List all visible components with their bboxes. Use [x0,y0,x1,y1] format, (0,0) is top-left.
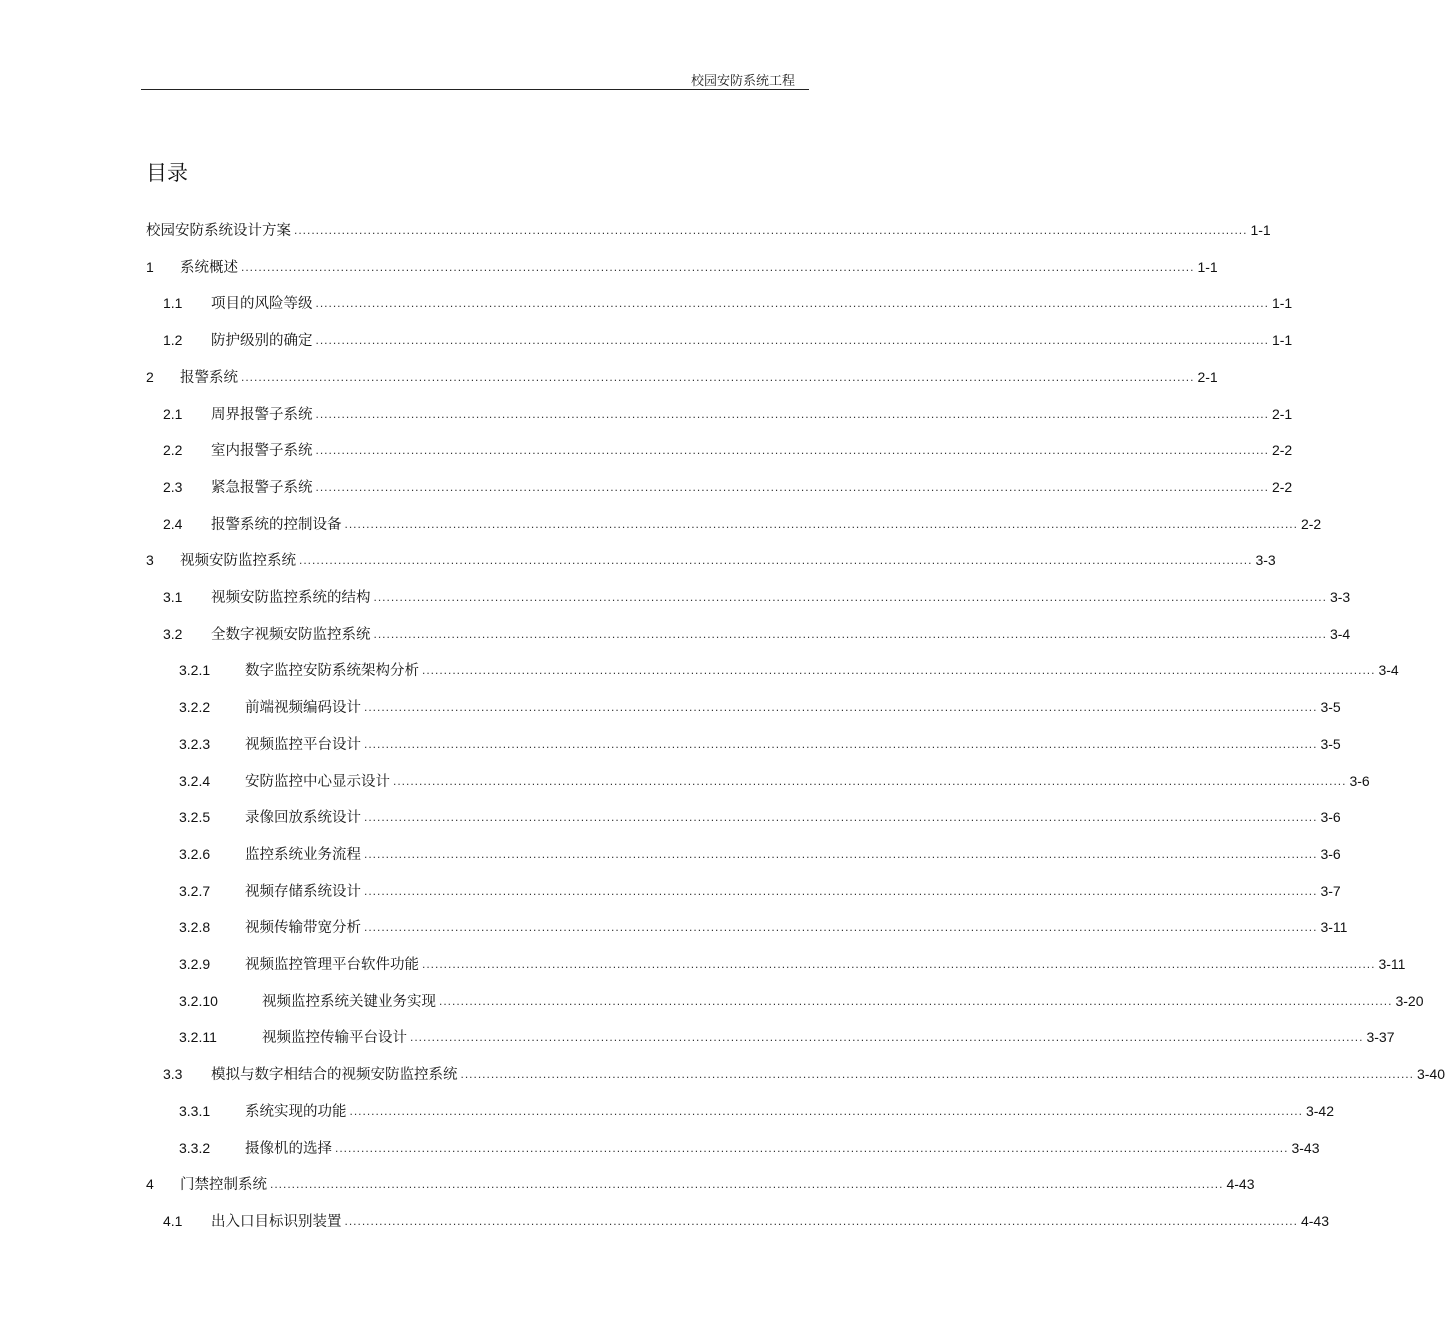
toc-entry-title: 系统概述 [180,259,238,276]
toc-entry-number: 2.1 [163,405,183,422]
toc-entry-number: 3.3.2 [179,1139,211,1156]
toc-entry-page: 3-6 [1320,845,1341,862]
toc-entry-title: 视频安防监控系统的结构 [211,590,371,606]
toc-entry-title: 室内报警子系统 [211,443,313,460]
toc-entry[interactable] [146,218,1271,242]
toc-dot-leader: ............................................................................................................................................................................................................................ [335,1140,1289,1155]
toc-entry-page: 2-2 [1300,515,1322,532]
toc-entry[interactable] [146,1172,1255,1196]
toc-entry[interactable] [146,365,1218,389]
toc-entry-number: 3.2.10 [179,992,218,1009]
toc-entry[interactable] [163,585,1351,609]
toc-entry-number: 2.3 [163,478,183,495]
toc-entry[interactable] [163,402,1293,426]
toc-entry-title: 安防监控中心显示设计 [245,773,390,790]
toc-entry-title: 摄像机的选择 [245,1140,332,1157]
toc-entry[interactable] [179,989,1424,1013]
toc-entry[interactable] [163,291,1293,315]
toc-entry[interactable] [179,1025,1395,1049]
header-title: 校园安防系统工程 [690,74,795,89]
toc-dot-leader: ............................................................................................................................................................................................................................ [315,406,1269,421]
toc-entry-title: 前端视频编码设计 [245,700,361,717]
toc-title: 目录 [146,161,188,185]
toc-entry-number: 2.2 [163,442,183,459]
toc-dot-leader: ............................................................................................................................................................................................................................ [373,626,1327,641]
toc-entry[interactable] [146,255,1218,279]
toc-entry-title: 视频传输带宽分析 [245,920,361,937]
toc-entry-title: 周界报警子系统 [211,406,313,423]
toc-dot-leader: ............................................................................................................................................................................................................................ [393,773,1347,788]
toc-entry[interactable] [146,548,1276,572]
toc-entry-number: 4 [146,1176,154,1193]
toc-entry-title: 数字监控安防系统架构分析 [245,663,419,680]
toc-entry-page: 3-11 [1378,956,1406,972]
toc-entry-number: 3.2.8 [179,919,211,936]
toc-entry-title: 出入口目标识别装置 [211,1213,342,1230]
toc-entry-page: 3-6 [1320,809,1341,826]
toc-entry[interactable] [179,695,1341,719]
toc-entry-title: 视频安防监控系统 [180,553,296,570]
toc-entry-number: 3.3 [163,1066,183,1083]
toc-entry-page: 3-5 [1320,735,1341,752]
toc-dot-leader: ............................................................................................................................................................................................................................ [315,443,1269,458]
toc-entry-number: 3.3.1 [179,1102,211,1119]
toc-entry-page: 3-42 [1305,1102,1335,1119]
toc-entry-title: 监控系统业务流程 [245,846,361,863]
toc-dot-leader: ............................................................................................................................................................................................................................ [344,516,1298,531]
toc-entry-number: 3.1 [163,589,183,605]
toc-dot-leader: ............................................................................................................................................................................................................................ [344,1213,1298,1228]
toc-entry[interactable] [163,438,1293,462]
toc-dot-leader: ............................................................................................................................................................................................................................ [364,736,1318,751]
toc-entry-number: 3.2.1 [179,662,211,679]
toc-dot-leader: ............................................................................................................................................................................................................................ [315,296,1269,311]
toc-entry-title: 防护级别的确定 [211,333,313,350]
toc-dot-leader: ............................................................................................................................................................................................................................ [299,553,1253,568]
toc-entry-page: 3-11 [1320,919,1348,936]
toc-dot-leader: ............................................................................................................................................................................................................................ [241,369,1195,384]
toc-entry-title: 视频监控平台设计 [245,736,361,753]
toc-entry-page: 3-3 [1329,589,1351,605]
toc-entry-page: 2-2 [1271,442,1293,459]
toc-entry[interactable] [179,952,1406,976]
toc-entry[interactable] [163,328,1293,352]
toc-entry[interactable] [179,658,1399,682]
toc-entry-number: 3.2.3 [179,735,211,752]
toc-dot-leader: ............................................................................................................................................................................................................................ [270,1177,1224,1192]
toc-entry-number: 3.2.2 [179,699,211,716]
toc-entry-page: 3-37 [1366,1029,1395,1046]
toc-entry-number: 1.2 [163,332,183,349]
toc-dot-leader: ............................................................................................................................................................................................................................ [364,883,1318,898]
toc-entry-number: 3.2.7 [179,882,211,899]
toc-entry[interactable] [163,475,1293,499]
toc-entry-number: 3 [146,552,154,569]
toc-entry-page: 3-5 [1320,699,1341,716]
toc-entry[interactable] [179,1136,1320,1160]
toc-entry-title: 模拟与数字相结合的视频安防监控系统 [211,1067,458,1084]
toc-dot-leader: ............................................................................................................................................................................................................................ [315,479,1269,494]
toc-entry-page: 4-43 [1300,1212,1330,1229]
toc-entry-title: 报警系统 [180,369,238,386]
toc-entry-title: 录像回放系统设计 [245,810,361,827]
toc-entry[interactable] [163,512,1322,536]
toc-dot-leader: ............................................................................................................................................................................................................................ [373,590,1327,604]
toc-entry-title: 门禁控制系统 [180,1177,267,1194]
toc-entry-page: 3-4 [1329,625,1351,642]
toc-entry-page: 3-3 [1255,552,1276,569]
toc-entry-title: 校园安防系统设计方案 [146,223,291,239]
toc-dot-leader: ............................................................................................................................................................................................................................ [294,223,1248,237]
toc-entry-number: 2 [146,368,154,385]
toc-entry-number: 3.2.6 [179,845,211,862]
toc-entry[interactable] [179,769,1370,793]
toc-entry-page: 3-40 [1416,1066,1445,1083]
toc-dot-leader: ............................................................................................................................................................................................................................ [241,259,1195,274]
toc-entry-title: 视频监控管理平台软件功能 [245,957,419,973]
toc-dot-leader: ............................................................................................................................................................................................................................ [422,957,1376,971]
toc-entry-number: 3.2.11 [179,1029,217,1046]
toc-entry[interactable] [179,732,1341,756]
toc-entry-title: 系统实现的功能 [245,1103,347,1120]
toc-entry-page: 4-43 [1226,1176,1255,1193]
toc-entry[interactable] [179,805,1341,829]
toc-entry-number: 3.2.9 [179,956,211,972]
toc-dot-leader: ............................................................................................................................................................................................................................ [364,700,1318,715]
toc-entry-page: 1-1 [1271,295,1293,312]
toc-dot-leader: ............................................................................................................................................................................................................................ [364,920,1318,935]
toc-entry-page: 3-7 [1320,882,1341,899]
toc-entry-page: 1-1 [1271,332,1293,349]
toc-dot-leader: ............................................................................................................................................................................................................................ [315,333,1269,348]
toc-dot-leader: ............................................................................................................................................................................................................................ [439,993,1393,1008]
toc-entry-page: 1-1 [1197,258,1218,275]
toc-entry-title: 紧急报警子系统 [211,479,313,496]
toc-dot-leader: ............................................................................................................................................................................................................................ [410,1030,1364,1045]
toc-entry-number: 3.2.4 [179,772,211,789]
toc-entry-number: 1.1 [163,295,183,312]
toc-entry-title: 报警系统的控制设备 [211,516,342,533]
toc-entry-title: 全数字视频安防监控系统 [211,626,371,643]
toc-entry-title: 视频监控系统关键业务实现 [262,993,436,1010]
toc-dot-leader: ............................................................................................................................................................................................................................ [364,846,1318,861]
toc-dot-leader: ............................................................................................................................................................................................................................ [349,1103,1303,1118]
toc-entry-number: 3.2 [163,625,183,642]
toc-dot-leader: ............................................................................................................................................................................................................................ [460,1067,1414,1082]
toc-entry[interactable] [163,1062,1445,1086]
toc-entry-page: 2-1 [1271,405,1293,422]
toc-entry-page: 3-20 [1395,992,1424,1009]
toc-entry[interactable] [163,1209,1330,1233]
toc-entry-number: 1 [146,258,154,275]
toc-entry-page: 2-1 [1197,368,1218,385]
toc-entry-title: 视频监控传输平台设计 [262,1030,407,1047]
toc-entry-page: 3-6 [1349,772,1370,789]
toc-entry-page: 3-4 [1378,662,1399,679]
toc-entry-title: 项目的风险等级 [211,296,313,313]
toc-dot-leader: ............................................................................................................................................................................................................................ [422,663,1376,678]
toc-entry-page: 1-1 [1250,222,1271,238]
toc-entry-number: 2.4 [163,515,183,532]
toc-entry-title: 视频存储系统设计 [245,883,361,900]
toc-entry-number: 3.2.5 [179,809,211,826]
toc-entry-number: 4.1 [163,1212,183,1229]
toc-entry[interactable] [179,915,1348,939]
toc-entry[interactable] [179,1099,1335,1123]
toc-entry[interactable] [179,879,1341,903]
toc-entry[interactable] [163,622,1351,646]
toc-entry[interactable] [179,842,1341,866]
toc-dot-leader: ............................................................................................................................................................................................................................ [364,810,1318,825]
toc-entry-page: 2-2 [1271,478,1293,495]
toc-entry-page: 3-43 [1291,1139,1320,1156]
